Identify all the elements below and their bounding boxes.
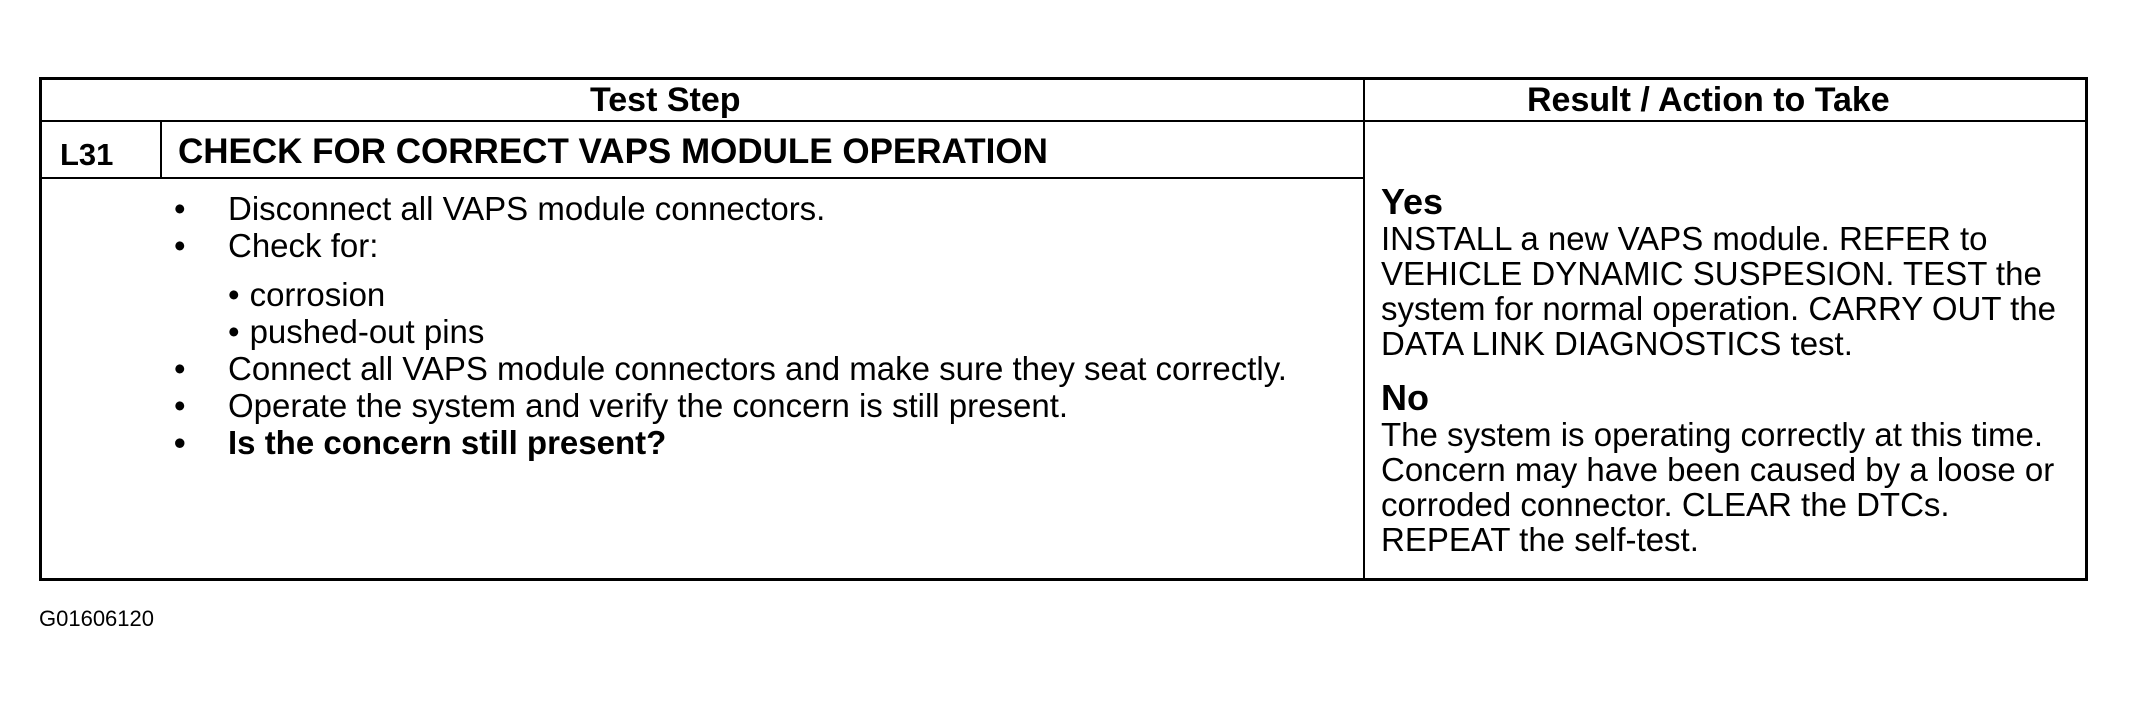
step-text: Connect all VAPS module connectors and make sure they seat correctly. [228,350,1287,387]
header-result-action: Result / Action to Take [1527,81,1890,119]
check-list [228,276,1340,350]
yes-action-text: INSTALL a new VAPS module. REFER to VEHICLE DYNAMIC SUSPESION. TEST the system for normal operation. CARRY OUT the DATA LINK DIAGNOSTICS test. [1381,220,2056,362]
check-item: • corrosion [228,276,386,313]
step-item [170,190,1340,227]
yes-label: Yes [1381,181,1444,222]
header-divider [39,120,2088,122]
step-list [170,190,1340,461]
step-item [170,350,1340,387]
step-item [170,387,1340,424]
step-id-divider [160,120,162,179]
column-divider [1363,77,1365,581]
check-item: • pushed-out pins [228,313,485,350]
step-id: L31 [60,137,114,172]
no-action-text: The system is operating correctly at this time. Concern may have been caused by a loose or corroded connector. CLEAR the DTCs. REPEAT the self-test. [1381,416,2055,558]
question-text: Is the concern still present? [228,424,667,461]
check-text: corrosion [249,276,386,313]
figure-id: G01606120 [39,606,154,631]
step-text: Operate the system and verify the concern is still present. [228,387,1069,424]
step-item [170,424,1340,461]
step-title-divider [39,177,1365,179]
check-text: pushed-out pins [249,313,485,350]
no-label: No [1381,377,1429,418]
step-title: CHECK FOR CORRECT VAPS MODULE OPERATION [178,132,1048,171]
step-text: Check for: [228,227,379,264]
step-item [170,227,1340,350]
header-test-step: Test Step [590,81,741,119]
step-text: Disconnect all VAPS module connectors. [228,190,826,227]
result-column [1381,183,2086,557]
